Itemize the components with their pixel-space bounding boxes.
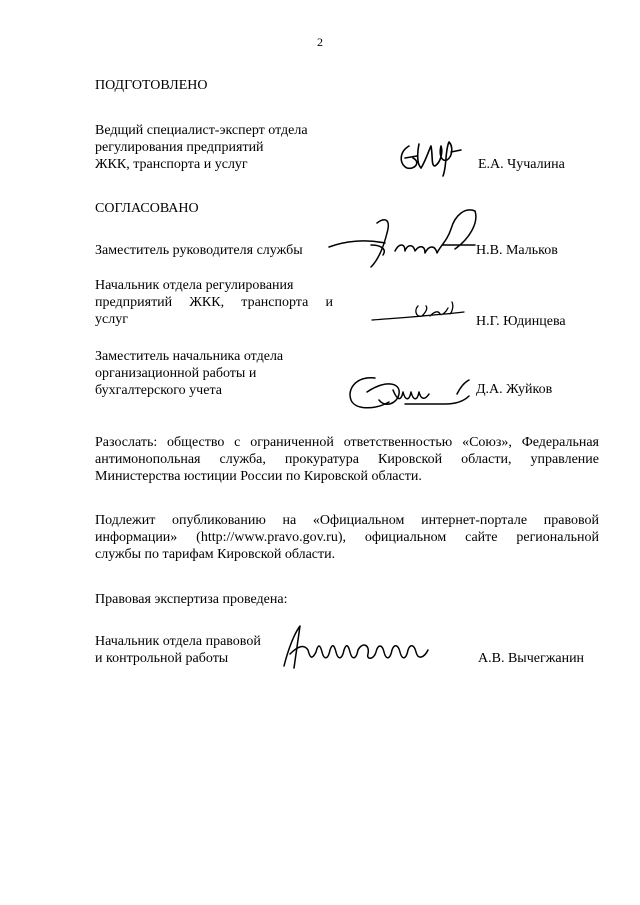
signatory-2-position-line: предприятий ЖКК, транспорта и — [95, 295, 333, 310]
signatory-3-name: Д.А. Жуйков — [476, 382, 553, 397]
distribution-line: Министерства юстиции России по Кировской области. — [95, 469, 422, 484]
legal-review-text: Правовая экспертиза проведена: — [95, 592, 288, 607]
legal-review-position — [95, 633, 261, 667]
distribution-paragraph — [95, 434, 599, 485]
signatory-2-position-line: услуг — [95, 312, 128, 327]
prepared-heading: ПОДГОТОВЛЕНО — [95, 78, 208, 93]
signatory-1-position: Заместитель руководителя службы — [95, 243, 303, 258]
signatory-3-position-line: Заместитель начальника отдела — [95, 349, 284, 364]
prepared-position — [95, 122, 308, 173]
agreed-heading: СОГЛАСОВАНО — [95, 201, 199, 216]
signature-malkov — [325, 205, 485, 275]
signatory-2-position — [95, 277, 333, 328]
signature-yudintseva — [368, 296, 468, 330]
prepared-position-line: регулирования предприятий — [95, 140, 264, 155]
prepared-name: Е.А. Чучалина — [478, 157, 565, 172]
legal-review-position-line: Начальник отдела правовой — [95, 634, 261, 649]
publication-paragraph — [95, 512, 599, 563]
publication-line: Подлежит опубликованию на «Официальном интернет-портале правовой — [95, 513, 599, 528]
signature-vychegzhanin — [278, 620, 438, 674]
signatory-3-position-line: организационной работы и — [95, 366, 257, 381]
signatory-3-position-line: бухгалтерского учета — [95, 383, 222, 398]
signatory-2-position-line: Начальник отдела регулирования — [95, 278, 294, 293]
signatory-3-position — [95, 348, 283, 399]
signatory-1-name: Н.В. Мальков — [476, 243, 558, 258]
signature-chuchalina — [395, 132, 465, 182]
signature-zhuykov — [345, 370, 475, 416]
publication-line: информации» (http://www.pravo.gov.ru), официальном сайте региональной — [95, 530, 599, 545]
distribution-line: антимонопольная служба, прокуратура Кировской области, управление — [95, 452, 599, 467]
publication-line: службы по тарифам Кировской области. — [95, 547, 336, 562]
signatory-2-name: Н.Г. Юдинцева — [476, 314, 566, 329]
legal-review-name: А.В. Вычегжанин — [478, 651, 585, 666]
legal-review-position-line: и контрольной работы — [95, 651, 229, 666]
page-number: 2 — [317, 35, 323, 49]
distribution-line: Разослать: общество с ограниченной ответственностью «Союз», Федеральная — [95, 435, 599, 450]
prepared-position-line: ЖКК, транспорта и услуг — [95, 157, 248, 172]
prepared-position-line: Ведщий специалист-эксперт отдела — [95, 123, 308, 138]
